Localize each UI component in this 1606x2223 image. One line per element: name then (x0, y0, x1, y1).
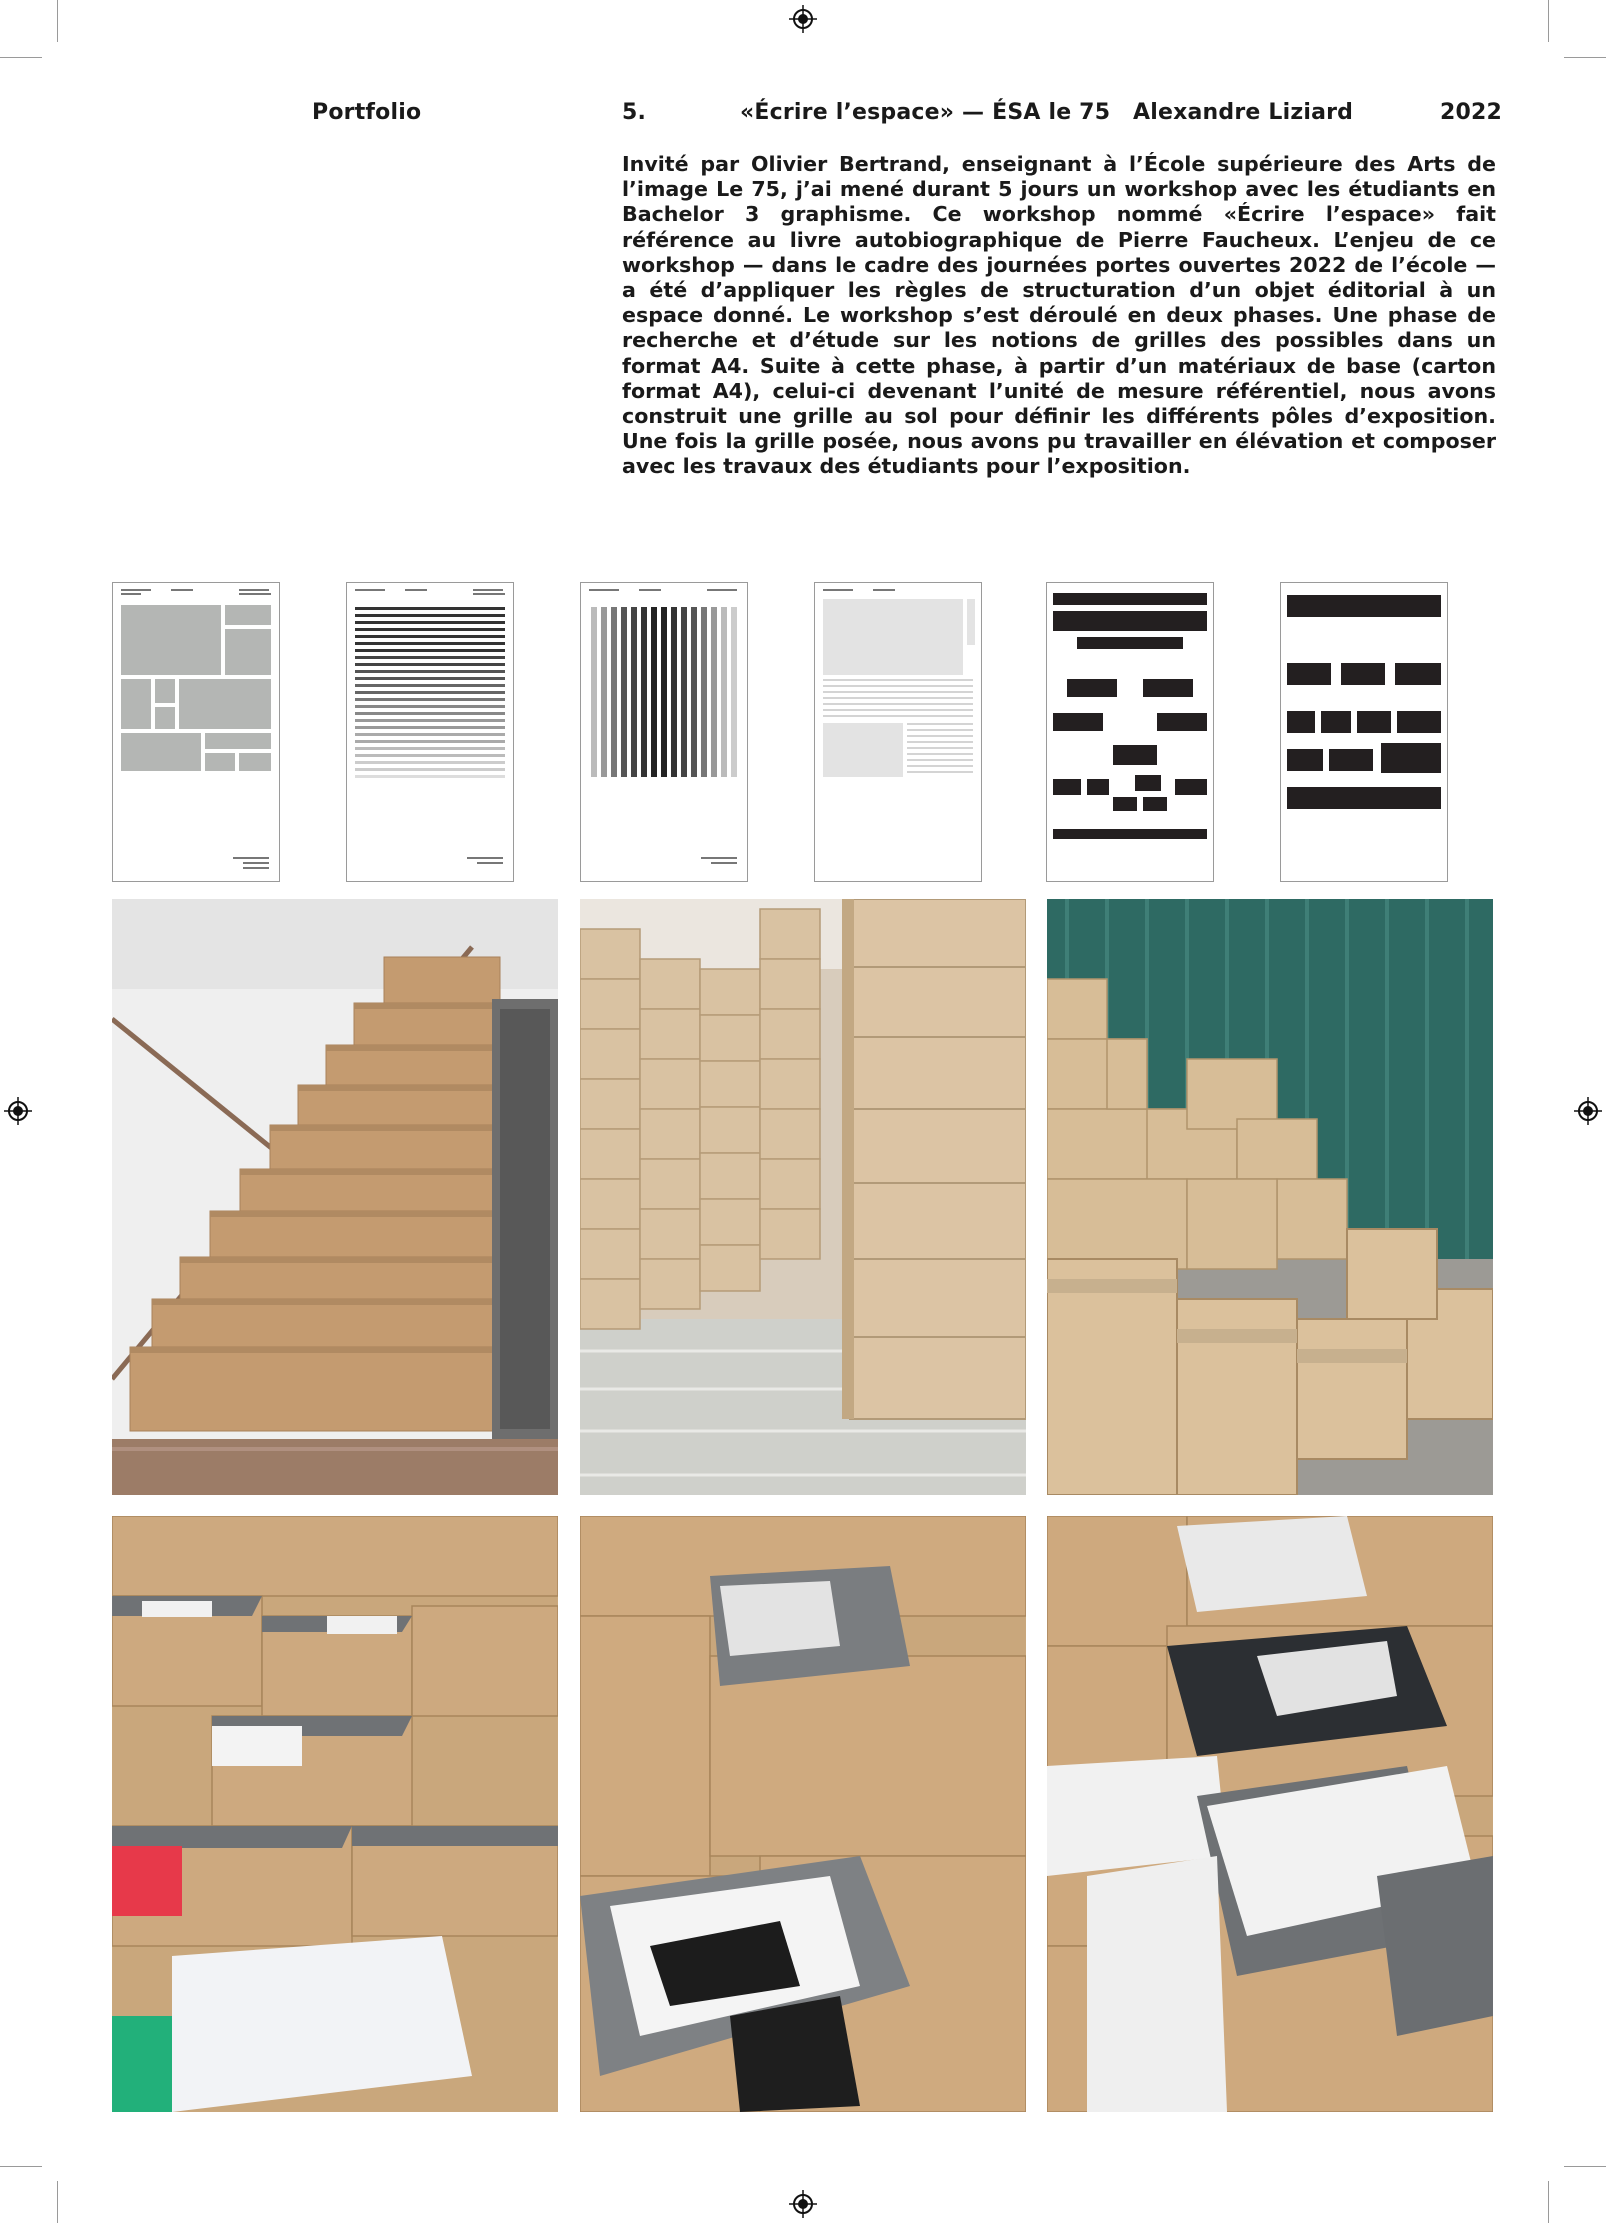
crop-mark-icon (0, 57, 42, 58)
crop-mark-icon (57, 2181, 58, 2223)
crop-mark-icon (0, 2166, 42, 2167)
poster-thumbnail-wide-black-blocks (1280, 582, 1448, 882)
project-title: «Écrire l’espace» — ÉSA le 75 (740, 100, 1111, 125)
intro-paragraph: Invité par Olivier Bertrand, enseignant à l’École supérieure des Arts de l’image Le 75, j’ai mené durant 5 jours un workshop avec les étudiants en Bachelor 3 graphisme. Ce workshop nommé «Écrire l’espace» fait référence au livre autobiographique de Pierre Faucheux. L’enjeu de ce workshop — dans le cadre des journées portes ouvertes 2022 de l’école — a été d’appliquer les règles de structuration d’un objet éditorial à un espace donné. Le workshop s’est déroulé en deux phases. Une phase de recherche et d’étude sur les notions de grilles des possibles dans un format A4. Suite à cette phase, à partir d’un matériaux de base (carton format A4), celui-ci devenant l’unité de mesure référentiel, nous avons construit une grille au sol pour définir les différents pôles d’exposition. Une fois la grille posée, nous avons pu travailler en élévation et composer avec les travaux des étudiants pour l’exposition. (622, 152, 1496, 479)
author-name: Alexandre Liziard (1133, 100, 1354, 125)
section-label: Portfolio (312, 100, 422, 125)
photo-boxes-with-publications-1 (112, 1516, 558, 2112)
poster-thumbnail-black-blocks (1046, 582, 1214, 882)
poster-thumbnail-grey-blocks (112, 582, 280, 882)
poster-thumbnail-horizontal-lines (346, 582, 514, 882)
crop-mark-icon (1548, 0, 1549, 42)
photo-box-wall (580, 899, 1026, 1495)
registration-mark-icon (789, 5, 817, 33)
year: 2022 (1440, 100, 1503, 125)
poster-thumbnail-light-blocks (814, 582, 982, 882)
crop-mark-icon (1564, 2166, 1606, 2167)
crop-mark-icon (57, 0, 58, 42)
photo-box-curtain (1047, 899, 1493, 1495)
registration-mark-icon (789, 2190, 817, 2218)
poster-thumbnail-vertical-lines (580, 582, 748, 882)
registration-mark-icon (4, 1097, 32, 1125)
photo-boxes-with-publications-3 (1047, 1516, 1493, 2112)
photo-boxes-with-publications-2 (580, 1516, 1026, 2112)
photo-box-staircase (112, 899, 558, 1495)
crop-mark-icon (1564, 57, 1606, 58)
crop-mark-icon (1548, 2181, 1549, 2223)
registration-mark-icon (1574, 1097, 1602, 1125)
page-number: 5. (622, 100, 647, 125)
